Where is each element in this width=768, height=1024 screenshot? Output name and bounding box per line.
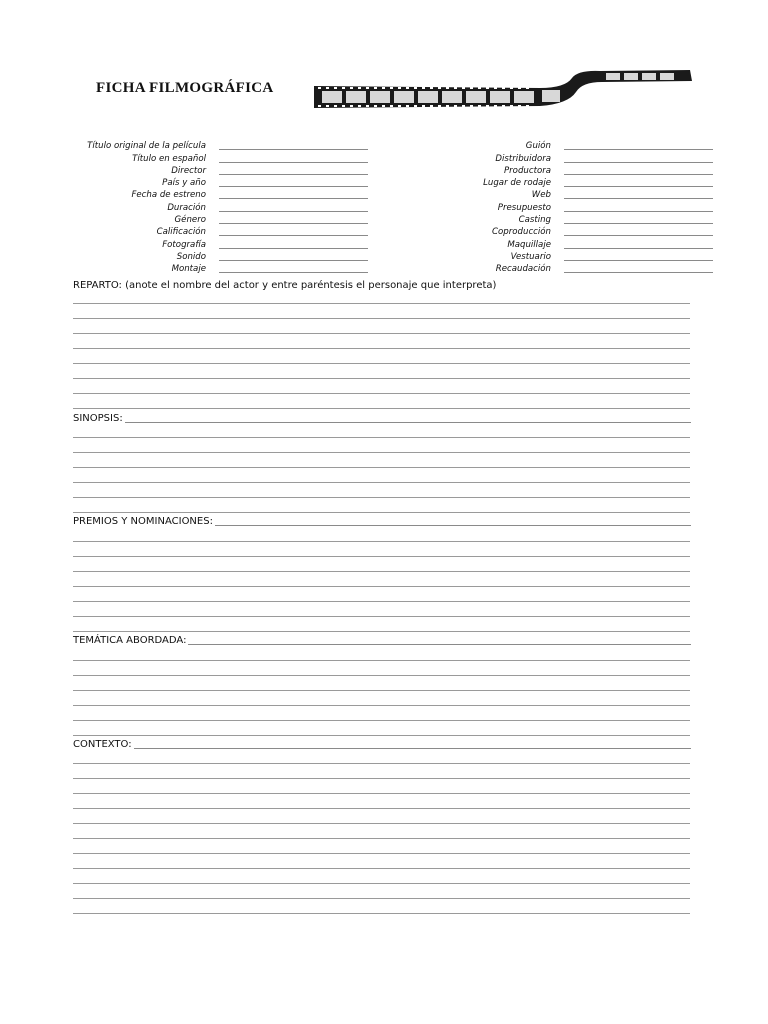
field-input-line[interactable]	[564, 272, 713, 273]
field-row	[80, 251, 368, 263]
field-label: Director	[171, 165, 206, 176]
field-row	[80, 165, 368, 177]
field-label: Web	[531, 190, 551, 201]
field-input-line[interactable]	[219, 149, 368, 150]
writing-line[interactable]	[73, 720, 690, 721]
field-row	[440, 140, 713, 152]
field-row	[80, 152, 368, 164]
reparto-heading: REPARTO: (anote el nombre del actor y entre paréntesis el personaje que interpreta)	[73, 280, 497, 291]
field-input-line[interactable]	[564, 223, 713, 224]
field-input-line[interactable]	[564, 186, 713, 187]
field-input-line[interactable]	[219, 211, 368, 212]
field-label: Lugar de rodaje	[483, 178, 551, 189]
field-label: Fotografía	[162, 239, 206, 250]
field-input-line[interactable]	[219, 235, 368, 236]
field-label: País y año	[162, 178, 206, 189]
field-input-line[interactable]	[564, 211, 713, 212]
field-label: Recaudación	[495, 264, 551, 275]
field-label: Guión	[525, 141, 551, 152]
writing-line[interactable]	[73, 393, 690, 394]
writing-line[interactable]	[73, 883, 690, 884]
writing-line[interactable]	[73, 512, 690, 513]
field-input-line[interactable]	[219, 248, 368, 249]
writing-line[interactable]	[73, 333, 690, 334]
writing-line[interactable]	[73, 348, 690, 349]
writing-line[interactable]	[73, 838, 690, 839]
field-input-line[interactable]	[219, 162, 368, 163]
writing-line[interactable]	[73, 853, 690, 854]
writing-line[interactable]	[73, 705, 690, 706]
field-input-line[interactable]	[564, 235, 713, 236]
writing-line[interactable]	[73, 690, 690, 691]
writing-line[interactable]	[73, 898, 690, 899]
writing-line[interactable]	[73, 408, 690, 409]
field-row	[440, 189, 713, 201]
sinopsis-line[interactable]	[125, 422, 691, 423]
writing-line[interactable]	[73, 437, 690, 438]
field-label: Vestuario	[510, 251, 551, 262]
writing-line[interactable]	[73, 808, 690, 809]
field-label: Calificación	[156, 227, 206, 238]
writing-line[interactable]	[73, 735, 690, 736]
field-label: Duración	[167, 202, 206, 213]
field-input-line[interactable]	[564, 248, 713, 249]
left-fields	[80, 140, 368, 275]
field-row	[80, 140, 368, 152]
field-row	[440, 226, 713, 238]
field-label: Distribuidora	[495, 153, 551, 164]
field-row	[440, 152, 713, 164]
premios-heading: PREMIOS Y NOMINACIONES:	[73, 516, 213, 527]
writing-line[interactable]	[73, 541, 690, 542]
field-label: Título en español	[132, 153, 206, 164]
field-input-line[interactable]	[564, 149, 713, 150]
writing-line[interactable]	[73, 303, 690, 304]
field-row	[440, 201, 713, 213]
writing-line[interactable]	[73, 631, 690, 632]
field-label: Fecha de estreno	[131, 190, 206, 201]
field-input-line[interactable]	[219, 186, 368, 187]
writing-line[interactable]	[73, 467, 690, 468]
writing-line[interactable]	[73, 913, 690, 914]
writing-line[interactable]	[73, 675, 690, 676]
writing-line[interactable]	[73, 778, 690, 779]
premios-line[interactable]	[215, 525, 691, 526]
field-row	[80, 226, 368, 238]
field-row	[440, 238, 713, 250]
contexto-section	[73, 737, 691, 751]
contexto-heading: CONTEXTO:	[73, 739, 132, 750]
writing-line[interactable]	[73, 793, 690, 794]
field-label: Maquillaje	[507, 239, 551, 250]
writing-line[interactable]	[73, 868, 690, 869]
writing-line[interactable]	[73, 497, 690, 498]
writing-line[interactable]	[73, 378, 690, 379]
field-row	[440, 214, 713, 226]
field-input-line[interactable]	[219, 198, 368, 199]
writing-line[interactable]	[73, 318, 690, 319]
field-input-line[interactable]	[219, 223, 368, 224]
writing-line[interactable]	[73, 556, 690, 557]
field-label: Casting	[518, 215, 551, 226]
field-label: Sonido	[176, 251, 206, 262]
field-input-line[interactable]	[564, 260, 713, 261]
field-input-line[interactable]	[219, 260, 368, 261]
field-label: Título original de la película	[87, 141, 206, 152]
writing-line[interactable]	[73, 823, 690, 824]
field-row	[80, 238, 368, 250]
field-label: Género	[174, 215, 206, 226]
field-row	[80, 214, 368, 226]
field-input-line[interactable]	[219, 272, 368, 273]
tematica-line[interactable]	[188, 644, 691, 645]
writing-line[interactable]	[73, 363, 690, 364]
field-row	[80, 201, 368, 213]
field-label: Productora	[503, 165, 551, 176]
writing-line[interactable]	[73, 601, 690, 602]
writing-line[interactable]	[73, 571, 690, 572]
writing-line[interactable]	[73, 482, 690, 483]
writing-line[interactable]	[73, 660, 690, 661]
field-input-line[interactable]	[219, 174, 368, 175]
right-fields	[440, 140, 713, 275]
field-row	[80, 177, 368, 189]
field-input-line[interactable]	[564, 198, 713, 199]
writing-line[interactable]	[73, 586, 690, 587]
writing-line[interactable]	[73, 763, 690, 764]
film-strip-icon	[310, 66, 700, 116]
writing-line[interactable]	[73, 452, 690, 453]
reparto-section	[73, 278, 691, 292]
field-row	[440, 165, 713, 177]
sinopsis-heading: SINOPSIS:	[73, 413, 123, 424]
form-title: FICHA FILMOGRÁFICA	[96, 80, 274, 96]
field-row	[440, 263, 713, 275]
field-row	[80, 263, 368, 275]
field-input-line[interactable]	[564, 162, 713, 163]
field-row	[440, 251, 713, 263]
field-label: Coproducción	[492, 227, 551, 238]
field-label: Presupuesto	[497, 202, 551, 213]
field-label: Montaje	[171, 264, 206, 275]
tematica-heading: TEMÁTICA ABORDADA:	[73, 635, 187, 646]
field-row	[80, 189, 368, 201]
field-input-line[interactable]	[564, 174, 713, 175]
sinopsis-section	[73, 411, 691, 425]
field-row	[440, 177, 713, 189]
writing-line[interactable]	[73, 616, 690, 617]
tematica-section	[73, 633, 691, 647]
premios-section	[73, 514, 691, 528]
contexto-line[interactable]	[134, 748, 691, 749]
